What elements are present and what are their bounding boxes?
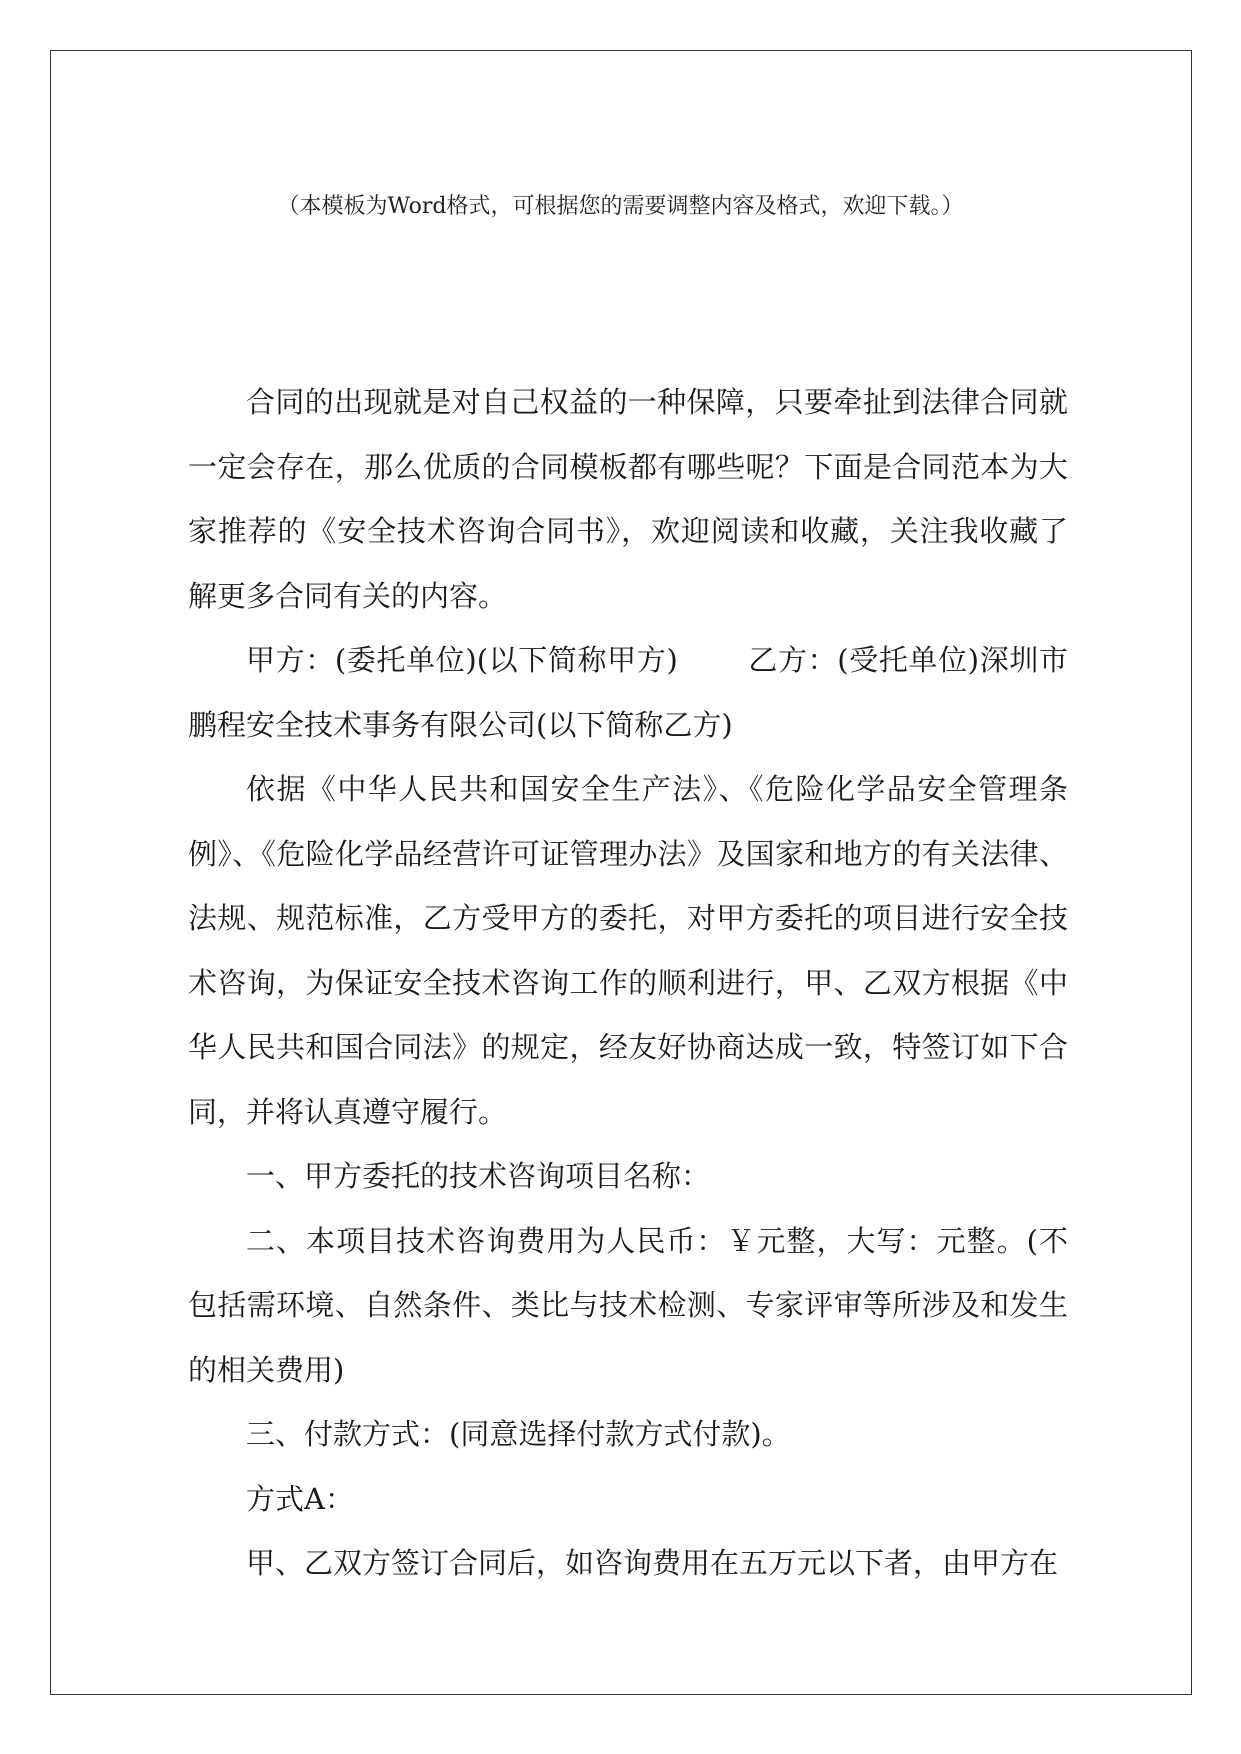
- clause-3: 三、付款方式：(同意选择付款方式付款)。: [246, 1417, 791, 1451]
- payment-method-a-detail: 甲、乙双方签订合同后，如咨询费用在五万元以下者，由甲方在: [246, 1546, 1059, 1580]
- contract-body: [188, 370, 1068, 1596]
- template-note: （本模板为Word格式，可根据您的需要调整内容及格式，欢迎下载。）: [277, 194, 964, 219]
- clause-2: 二、本项目技术咨询费用为人民币：￥元整，大写：元整。(不包括需环境、自然条件、类比与技术检测、专家评审等所涉及和发生的相关费用): [188, 1223, 1068, 1387]
- intro-paragraph: 合同的出现就是对自己权益的一种保障，只要牵扯到法律合同就一定会存在，那么优质的合同模板都有哪些呢？下面是合同范本为大家推荐的《安全技术咨询合同书》，欢迎阅读和收藏，关注我收藏了解更多合同有关的内容。: [188, 385, 1068, 613]
- party-a: 甲方：(委托单位)(以下简称甲方): [246, 643, 678, 677]
- clause-1: 一、甲方委托的技术咨询项目名称：: [246, 1159, 711, 1193]
- basis-paragraph: 依据《中华人民共和国安全生产法》、《危险化学品安全管理条例》、《危险化学品经营许可证管理办法》及国家和地方的有关法律、法规、规范标准，乙方受甲方的委托，对甲方委托的项目进行安全技术咨询，为保证安全技术咨询工作的顺利进行，甲、乙双方根据《中华人民共和国合同法》的规定，经友好协商达成一致，特签订如下合同，并将认真遵守履行。: [188, 772, 1068, 1129]
- payment-method-a: 方式A：: [246, 1481, 354, 1516]
- party-b: 乙方：(受托单位)深圳市鹏程安全技术事务有限公司(以下简称乙方): [188, 643, 1068, 742]
- parties-paragraph: [188, 628, 1068, 757]
